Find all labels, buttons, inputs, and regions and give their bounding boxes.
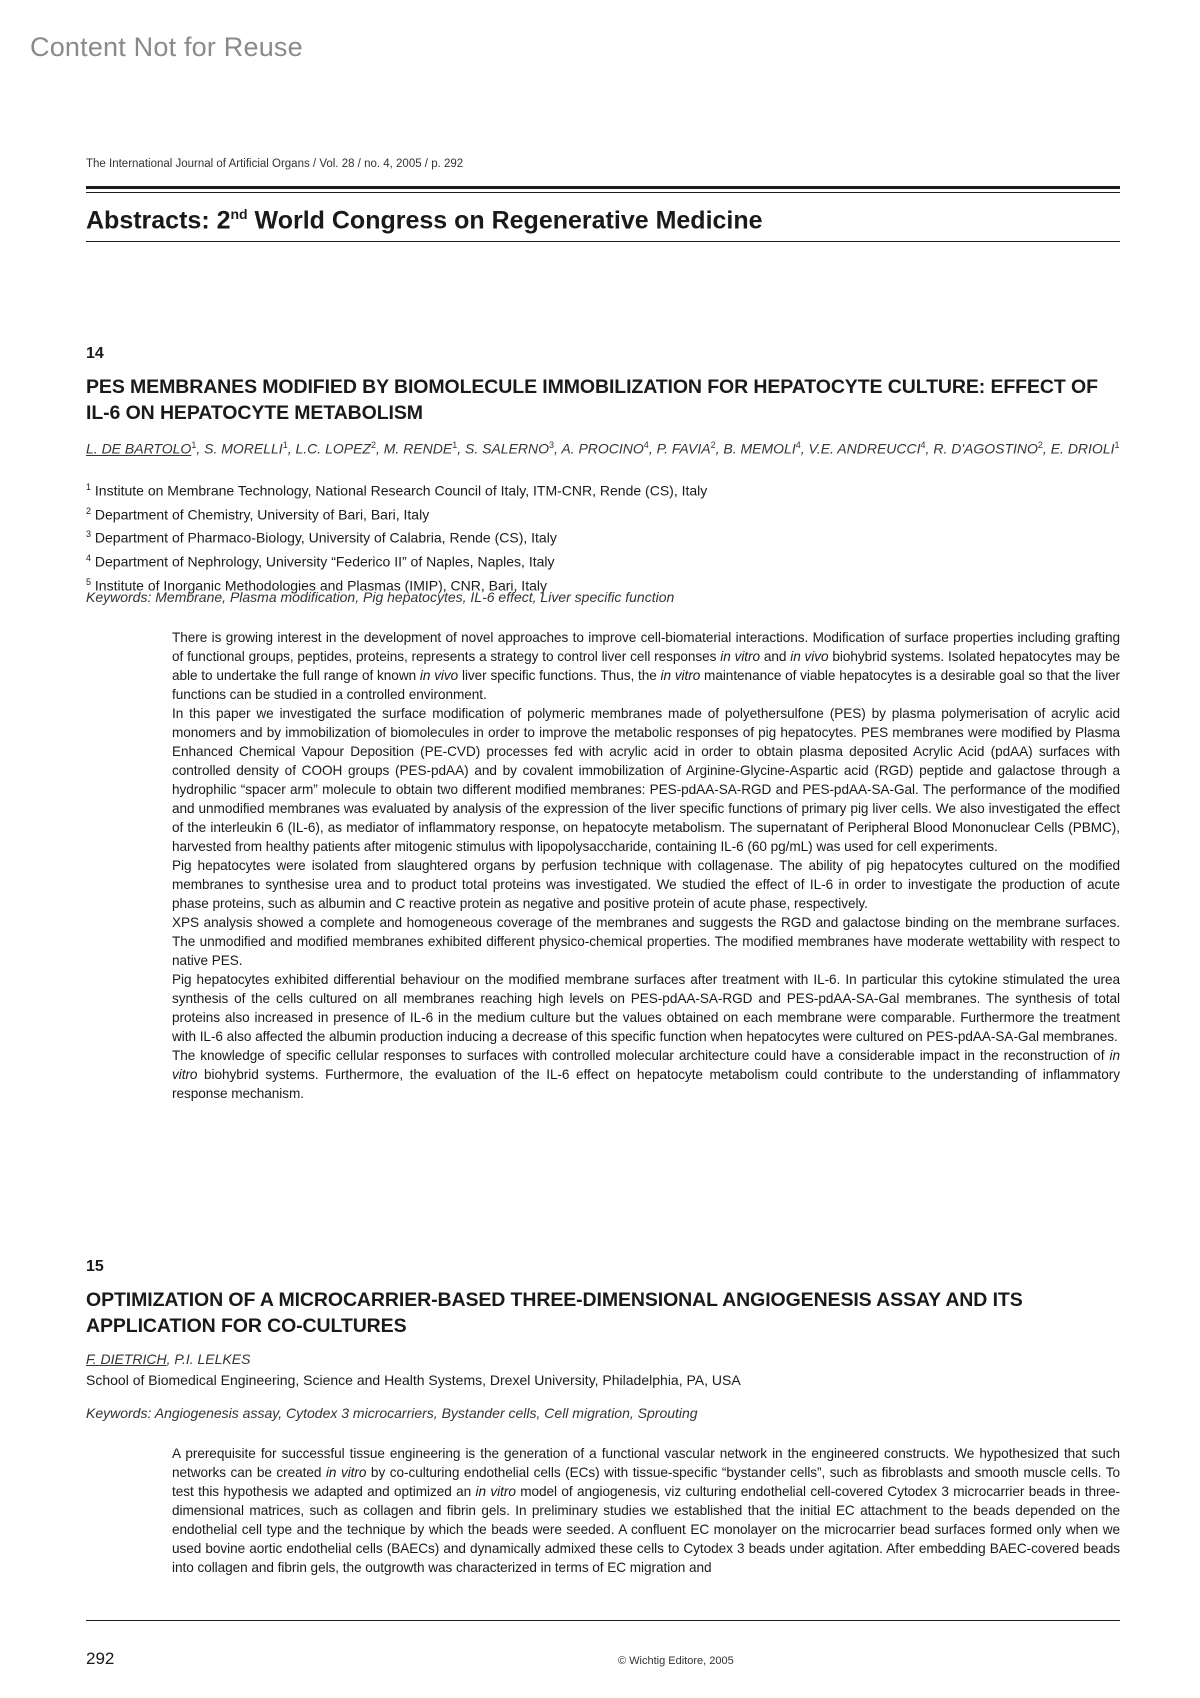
affiliation: $^3$ Department of Pharmaco-Biology, University of Calabria, Rende (CS), Italy (86, 529, 557, 546)
affiliation-marker: 4 (920, 440, 926, 450)
abstract-number: 14 (86, 345, 104, 362)
abstract-body (172, 1444, 1120, 1577)
author-name: S. SALERNO (465, 440, 550, 457)
author-name: R. D'AGOSTINO (933, 440, 1038, 457)
body-paragraph: The knowledge of specific cellular responses to surfaces with controlled molecular architecture could have a considerable impact in the reconstruction of in vitro biohybrid systems. Furthermore, the evaluation of the IL-6 effect on hepatocyte metabolism could contribute to the understanding of inflammatory response mechanism. (172, 1048, 1120, 1101)
author-name: A. PROCINO (561, 440, 644, 457)
body-paragraph: A prerequisite for successful tissue engineering is the generation of a functional vascular network in the engineered constructs. We hypothesized that such networks can be created in vitro by co-culturing endothelial cells (ECs) with tissue-specific “bystander cells”, such as fibroblasts and smooth muscle cells. To test this hypothesis we adapted and optimized an in vitro model of angiogenesis, viz culturing endothelial cell-covered Cytodex 3 microcarrier beads in three-dimensional matrices, such as collagen and fibrin gels. In preliminary studies we established that the initial EC attachment to the beads depended on the endothelial cell type and the technique by which the beads were seeded. A confluent EC monolayer on the microcarrier bead surfaces formed only when we used bovine aortic endothelial cells (BAECs) and dynamically admixed these cells to Cytodex 3 beads under agitation. After embedding BAEC-covered beads into collagen and fibrin gels, the outgrowth was characterized in terms of EC migration and (172, 1446, 1120, 1575)
abstract-title: PES MEMBRANES MODIFIED BY BIOMOLECULE IMMOBILIZATION FOR HEPATOCYTE CULTURE: EFFECT OF IL-6 ON HEPATOCYTE METABOLISM (86, 376, 1098, 424)
affiliation-marker: 2 (370, 440, 376, 450)
affiliation-marker: 2 (710, 440, 716, 450)
affiliation: $^2$ Department of Chemistry, University of Bari, Bari, Italy (86, 505, 430, 523)
affiliation-marker: 1 (191, 440, 197, 450)
author-name: B. MEMOLI (723, 440, 796, 457)
keywords: Keywords: Angiogenesis assay, Cytodex 3 microcarriers, Bystander cells, Cell migration, Sprouting (86, 1405, 698, 1421)
affiliation-marker: 1 (452, 440, 458, 450)
body-paragraph: XPS analysis showed a complete and homogeneous coverage of the membranes and suggests the RGD and galactose binding on the membrane surfaces. The unmodified and modified membranes exhibited different physico-chemical properties. The modified membranes have moderate wettability with respect to native PES. (172, 915, 1120, 968)
affiliation: School of Biomedical Engineering, Science and Health Systems, Drexel University, Philadelphia, PA, USA (86, 1372, 741, 1388)
abstract-number: 15 (86, 1258, 104, 1275)
affiliation-marker: 1 (1114, 440, 1120, 450)
journal-citation: The International Journal of Artificial Organs / Vol. 28 / no. 4, 2005 / p. 292 (86, 158, 464, 170)
author-name: L.C. LOPEZ (295, 440, 371, 457)
author-name: V.E. ANDREUCCI (808, 440, 921, 457)
abstract-body (172, 628, 1120, 1103)
affiliation-list (86, 477, 1126, 595)
body-paragraph: In this paper we investigated the surface modification of polymeric membranes made of polyethersulfone (PES) by plasma polymerisation of acrylic acid monomers and by immobilization of biomolecules in order to improve the metabolic responses of pig hepatocytes. PES membranes were modified by Plasma Enhanced Chemical Vapour Deposition (PE-CVD) processes fed with acrylic acid in order to obtain plasma deposited Acrylic Acid (pdAA) surfaces with controlled density of COOH groups (PES-pdAA) and by covalent immobilization of Arginine-Glycine-Aspartic acid (RGD) peptide and galactose through a hydrophilic “spacer arm” molecule to obtain two different modified membranes: PES-pdAA-SA-RGD and PES-pdAA-SA-Gal. The performance of the modified and unmodified membranes was evaluated by analysis of the expression of the liver specific functions of primary pig liver cells. We also investigated the effect of the interleukin 6 (IL-6), as mediator of inflammatory response, on hepatocyte metabolism. The supernatant of Peripheral Blood Mononuclear Cells (PBMC), harvested from healthy patients after mitogenic stimulus with lipopolysaccharide, containing IL-6 (60 pg/mL) was used for cell experiments. (172, 706, 1120, 854)
affiliation-marker: 4 (795, 440, 801, 450)
author-name: E. DRIOLI (1050, 440, 1115, 457)
copyright: © Wichtig Editore, 2005 (618, 1655, 734, 1667)
page-number: 292 (86, 1649, 115, 1668)
header-rule-top (86, 186, 1120, 189)
section-header: Abstracts: 2nd World Congress on Regenerative Medicine (86, 206, 763, 235)
body-paragraph: Pig hepatocytes were isolated from slaughtered organs by perfusion technique with collagenase. The ability of pig hepatocytes cultured on the modified membranes to synthesise urea and to product total proteins was investigated. We studied the effect of IL-6 in order to investigate the production of acute phase proteins, such as albumin and C reactive protein as negative and positive protein of acute phase, respectively. (172, 858, 1120, 911)
keywords: Keywords: Membrane, Plasma modification, Pig hepatocytes, IL-6 effect, Liver specific function (86, 589, 675, 605)
header-rule-thin (86, 192, 1120, 193)
author-name: F. DIETRICH (86, 1351, 167, 1367)
abstract-title: OPTIMIZATION OF A MICROCARRIER-BASED THREE-DIMENSIONAL ANGIOGENESIS ASSAY AND ITS APPLICATION FOR CO-CULTURES (86, 1289, 1023, 1337)
author-name: P.I. LELKES (174, 1351, 251, 1367)
footer-rule (86, 1620, 1120, 1621)
body-paragraph: Pig hepatocytes exhibited differential behaviour on the modified membrane surfaces after treatment with IL-6. In particular this cytokine stimulated the urea synthesis of the cells cultured on all membranes reaching high levels on PES-pdAA-SA-RGD and PES-pdAA-SA-Gal membranes. The synthesis of total proteins also increased in presence of IL-6 in the medium culture but the values obtained on each membrane were comparable. Furthermore the treatment with IL-6 also affected the albumin production inducing a decrease of this specific function when hepatocytes were cultured on PES-pdAA-SA-Gal membranes. (172, 972, 1120, 1044)
affiliation: $^1$ Institute on Membrane Technology, National Research Council of Italy, ITM-CNR, Rende (CS), Italy (86, 482, 708, 499)
author-list: L. DE BARTOLO$^1$, S. MORELLI$^1$, L.C. LOPEZ$^2$, M. RENDE$^1$, S. SALERNO$^3$, A. PROCINO$^4$, P. FAVIA$^2$, B. MEMOLI$^4$, V.E. ANDREUCCI$^4$, R. D'AGOSTINO$^2$, E. DRIOLI$^1$ (86, 440, 1120, 457)
author-name: P. FAVIA (656, 440, 711, 457)
header-rule-bottom (86, 241, 1120, 242)
body-paragraph: There is growing interest in the development of novel approaches to improve cell-biomaterial interactions. Modification of surface properties including grafting of functional groups, peptides, proteins, represents a strategy to control liver cell responses in vitro and in vivo biohybrid systems. Isolated hepatocytes may be able to undertake the full range of known in vivo liver specific functions. Thus, the in vitro maintenance of viable hepatocytes is a desirable goal so that the liver functions can be studied in a controlled environment. (172, 630, 1121, 702)
author-name: L. DE BARTOLO (86, 440, 192, 457)
watermark: Content Not for Reuse (30, 32, 303, 62)
affiliation: $^4$ Department of Nephrology, University “Federico II” of Naples, Naples, Italy (86, 552, 555, 570)
author-list: F. DIETRICH, P.I. LELKES (86, 1351, 251, 1367)
author-name: M. RENDE (383, 440, 453, 457)
author-name: S. MORELLI (204, 440, 283, 457)
affiliation: $^5$ Institute of Inorganic Methodologies and Plasmas (IMIP), CNR, Bari, Italy (86, 576, 547, 594)
affiliation-marker: 4 (643, 440, 649, 450)
affiliation-marker: 2 (1037, 440, 1043, 450)
affiliation-marker: 3 (549, 440, 555, 450)
affiliation-marker: 1 (282, 440, 288, 450)
